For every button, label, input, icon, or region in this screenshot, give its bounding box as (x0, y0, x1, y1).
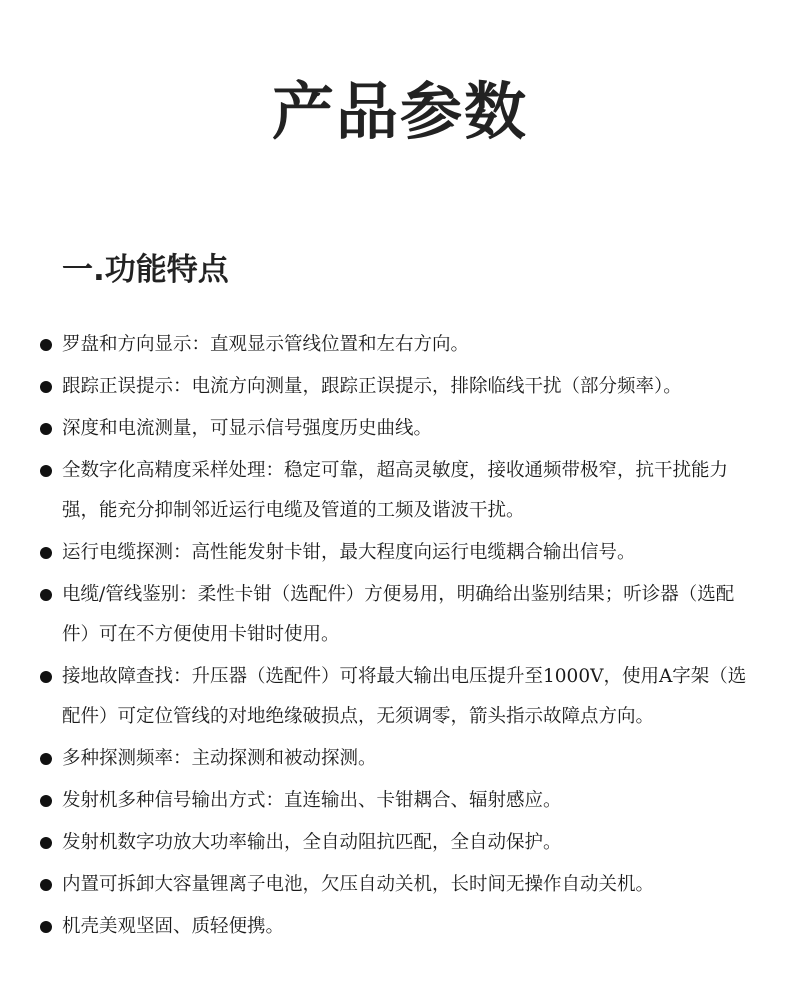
feature-item (40, 907, 760, 947)
feature-text: 跟踪正误提示：电流方向测量，跟踪正误提示，排除临线干扰（部分频率）。 (62, 376, 682, 397)
feature-item (40, 739, 760, 779)
bullet-icon (40, 381, 52, 393)
feature-item (40, 451, 760, 531)
bullet-icon (40, 339, 52, 351)
bullet-icon (40, 753, 52, 765)
feature-text: 罗盘和方向显示：直观显示管线位置和左右方向。 (62, 334, 470, 355)
feature-item (40, 823, 760, 863)
feature-item (40, 657, 760, 737)
feature-text: 运行电缆探测：高性能发射卡钳，最大程度向运行电缆耦合输出信号。 (62, 542, 636, 563)
feature-text: 发射机数字功放大功率输出，全自动阻抗匹配，全自动保护。 (62, 832, 562, 853)
feature-item (40, 865, 760, 905)
feature-item (40, 409, 760, 449)
feature-item (40, 325, 760, 365)
feature-text: 发射机多种信号输出方式：直连输出、卡钳耦合、辐射感应。 (62, 790, 562, 811)
bullet-icon (40, 671, 52, 683)
bullet-icon (40, 837, 52, 849)
bullet-icon (40, 921, 52, 933)
feature-text: 内置可拆卸大容量锂离子电池，欠压自动关机，长时间无操作自动关机。 (62, 874, 655, 895)
feature-item (40, 575, 760, 655)
feature-list (40, 325, 760, 949)
feature-text: 多种探测频率：主动探测和被动探测。 (62, 748, 377, 769)
page-title: 产品参数 (271, 75, 528, 148)
feature-item (40, 367, 760, 407)
section-title: 一.功能特点 (62, 252, 229, 288)
bullet-icon (40, 879, 52, 891)
feature-text: 全数字化高精度采样处理：稳定可靠，超高灵敏度，接收通频带极窄，抗干扰能力强，能充分抑制邻近运行电缆及管道的工频及谐波干扰。 (62, 460, 729, 521)
bullet-icon (40, 465, 52, 477)
bullet-icon (40, 589, 52, 601)
feature-text: 电缆/管线鉴别：柔性卡钳（选配件）方便易用，明确给出鉴别结果；听诊器（选配件）可在不方便使用卡钳时使用。 (62, 584, 735, 645)
feature-text: 深度和电流测量，可显示信号强度历史曲线。 (62, 418, 433, 439)
bullet-icon (40, 795, 52, 807)
feature-text: 接地故障查找：升压器（选配件）可将最大输出电压提升至1000V，使用A字架（选配件）可定位管线的对地绝缘破损点，无须调零，箭头指示故障点方向。 (62, 666, 747, 727)
feature-item (40, 781, 760, 821)
feature-text: 机壳美观坚固、质轻便携。 (62, 916, 285, 937)
feature-item (40, 533, 760, 573)
bullet-icon (40, 423, 52, 435)
bullet-icon (40, 547, 52, 559)
